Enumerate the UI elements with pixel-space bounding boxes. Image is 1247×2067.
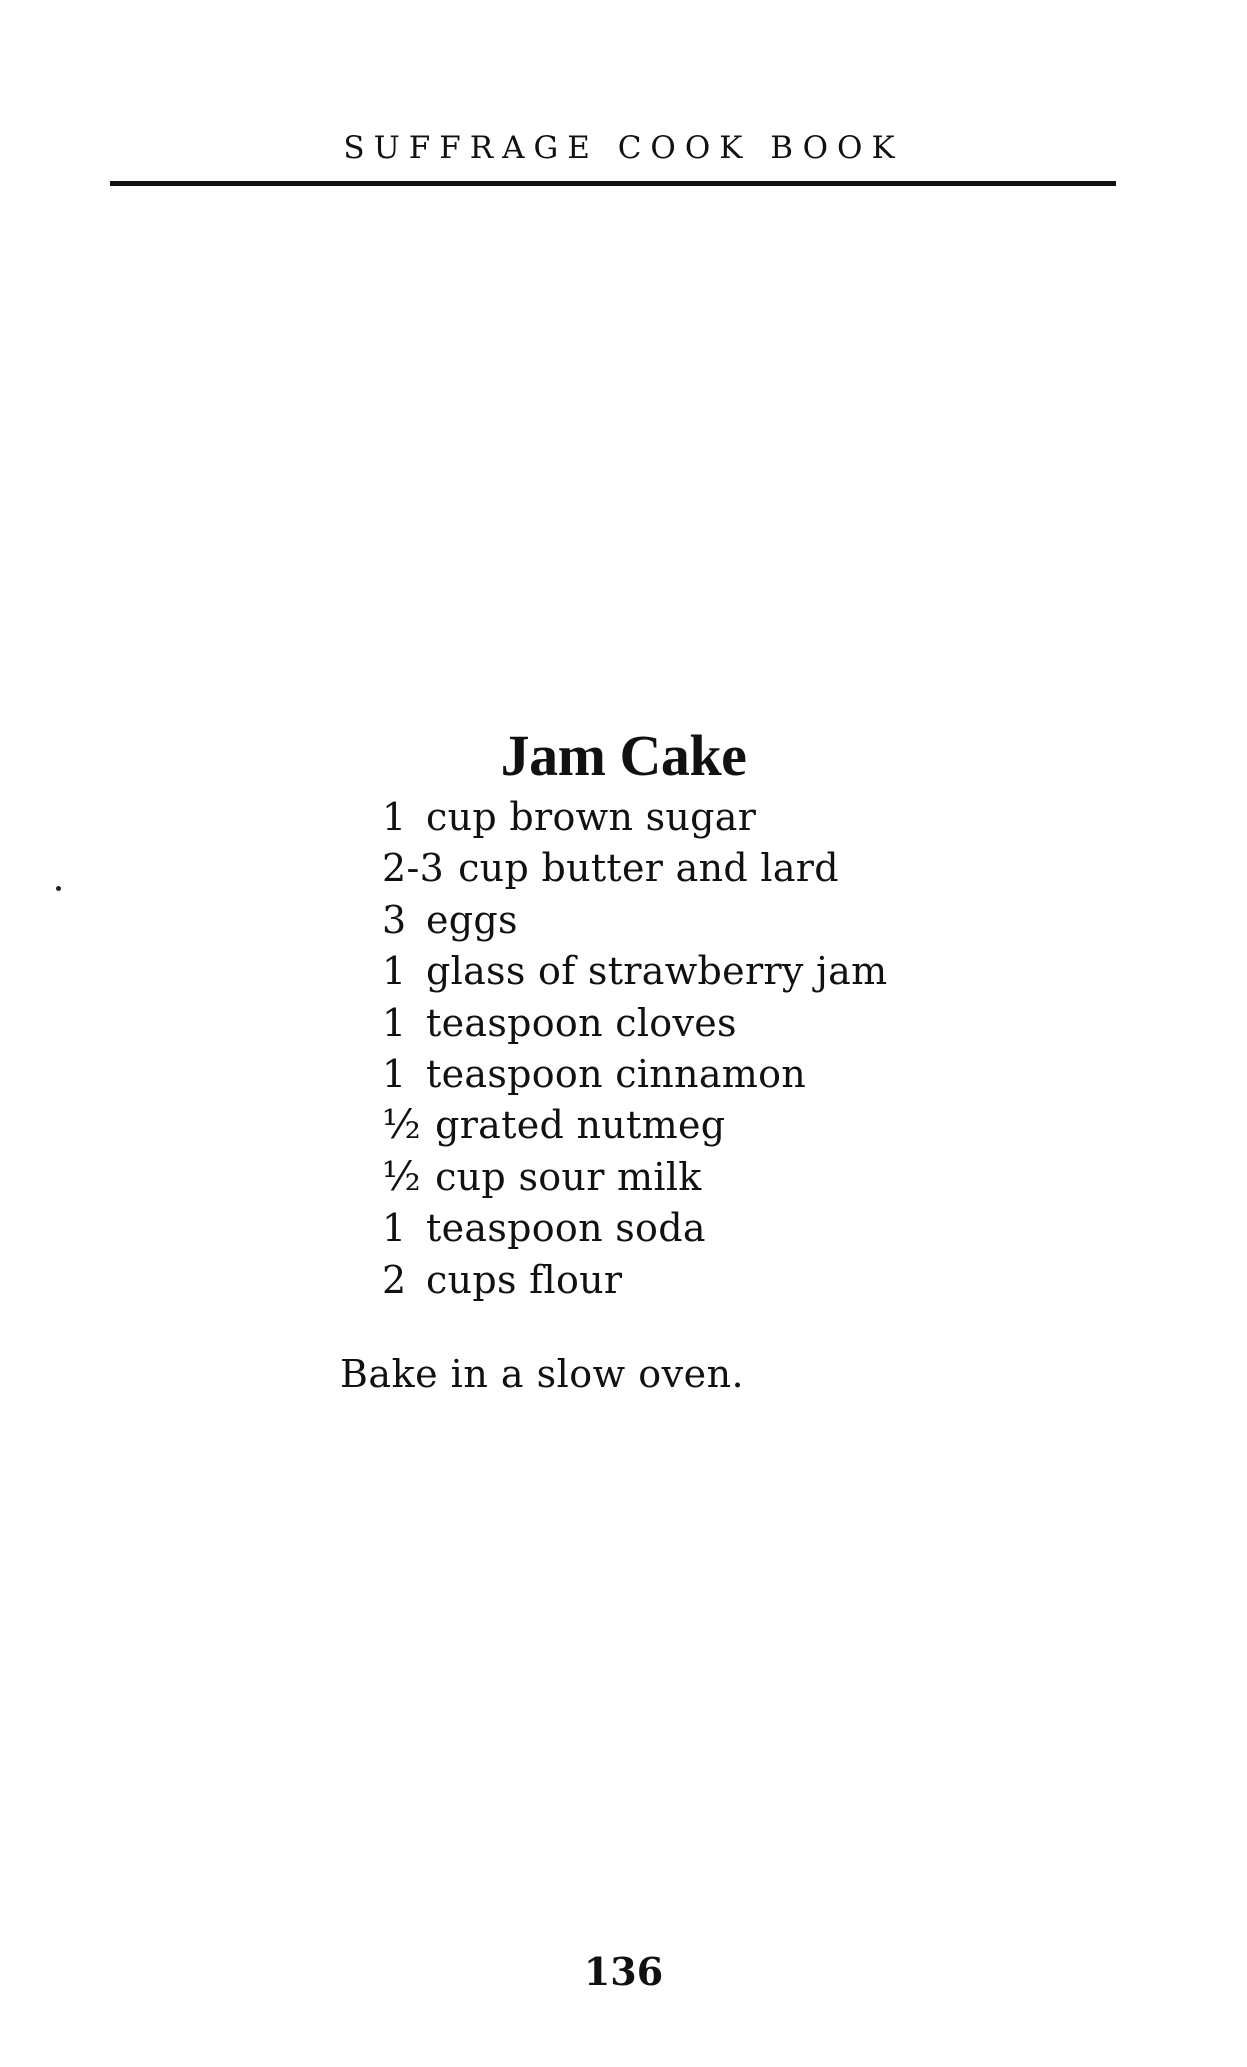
ingredient-item (382, 1049, 887, 1100)
page-number: 136 (583, 1949, 664, 1994)
ingredient-item (382, 1203, 887, 1254)
ingredient-item (382, 1100, 887, 1151)
ingredient-item (382, 998, 887, 1049)
ingredient-quantity: 1 (382, 795, 407, 839)
ingredient-quantity: ½ (382, 1102, 422, 1149)
ingredient-quantity: 1 (382, 949, 407, 994)
recipe-instructions: Bake in a slow oven. (340, 1352, 745, 1396)
ingredient-list (382, 792, 887, 1306)
ingredient-text: cup brown sugar (426, 795, 757, 839)
ingredient-item (382, 792, 887, 843)
header-rule (110, 181, 1116, 186)
ingredient-quantity: 1 (382, 1000, 407, 1045)
ingredient-quantity: 2 (382, 1257, 407, 1302)
ingredient-quantity: 1 (382, 1206, 407, 1251)
ingredient-item (382, 946, 887, 997)
ingredient-text: glass of strawberry jam (426, 949, 888, 994)
ingredient-item (382, 1152, 887, 1203)
ingredient-item (382, 895, 887, 946)
ingredient-quantity: 1 (382, 1051, 407, 1096)
ingredient-text: teaspoon cloves (426, 1000, 737, 1045)
ingredient-quantity: ½ (382, 1153, 422, 1200)
ingredient-text: cup butter and lard (458, 846, 839, 891)
ingredient-item (382, 843, 887, 894)
ingredient-quantity: 3 (382, 897, 407, 942)
ingredient-text: grated nutmeg (435, 1103, 726, 1148)
stray-ink-mark (56, 886, 61, 891)
ingredient-quantity: 2-3 (382, 846, 445, 891)
ingredient-text: cup sour milk (435, 1154, 702, 1199)
recipe-title: Jam Cake (500, 722, 747, 788)
ingredient-text: cups flour (426, 1257, 623, 1302)
ingredient-text: teaspoon cinnamon (426, 1051, 807, 1096)
running-head: SUFFRAGE COOK BOOK (343, 130, 904, 166)
ingredient-text: teaspoon soda (426, 1206, 706, 1251)
ingredient-text: eggs (426, 897, 518, 942)
ingredient-item (382, 1255, 887, 1306)
